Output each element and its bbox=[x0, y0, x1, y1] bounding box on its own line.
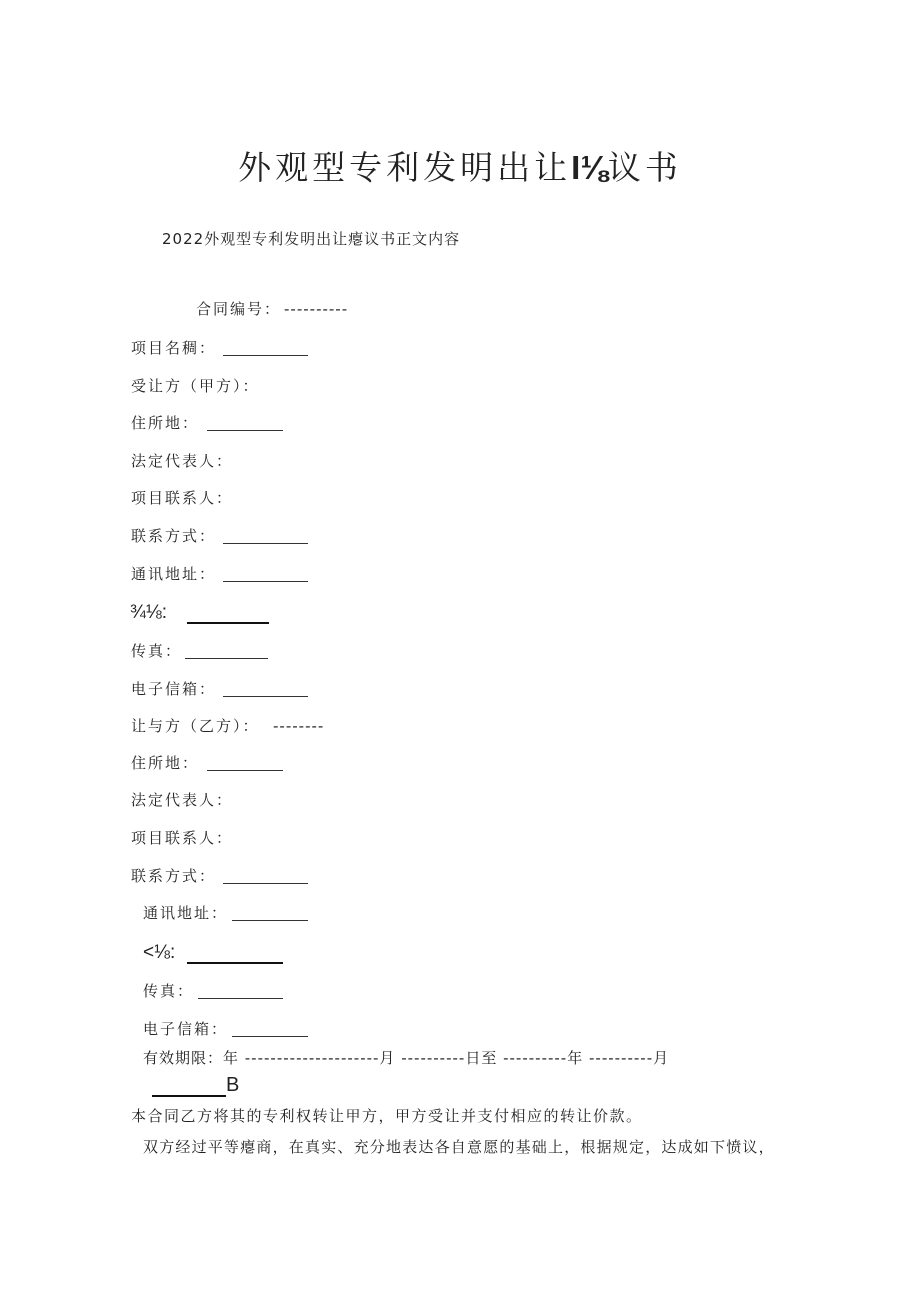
b-mark: B bbox=[226, 1074, 240, 1096]
paragraph-1: 本合同乙方将其的专利权转让甲方，甲方受让并支付相应的转让价款。 bbox=[131, 1107, 643, 1125]
party-b-contact-method-label: 联系方式： bbox=[131, 867, 217, 885]
b-mark-blank bbox=[152, 1095, 226, 1097]
project-name-label: 项目名稠： bbox=[131, 339, 217, 357]
paragraph-2: 双方经过平等瘪商，在真实、充分地表达各自意愿的基础上，根据规定，达成如下愤议， bbox=[143, 1138, 775, 1156]
subtitle: 2022外观型专利发明出让瘪议书正文内容 bbox=[162, 230, 461, 248]
title-main: 外观型专利发明出让 bbox=[238, 148, 572, 187]
party-b-heading-value: -------- bbox=[273, 717, 325, 735]
party-a-address-label: 住所地： bbox=[131, 414, 200, 432]
party-b-phone-label: <⅛: bbox=[143, 942, 176, 963]
party-a-address-blank bbox=[207, 430, 283, 431]
party-a-mail-address-label: 通讯地址： bbox=[131, 565, 217, 583]
party-b-legal-rep-label: 法定代表人： bbox=[131, 791, 234, 809]
document-title bbox=[0, 146, 920, 190]
party-b-fax-label: 传真： bbox=[143, 982, 195, 1000]
party-b-email-blank bbox=[232, 1036, 308, 1037]
party-a-email-blank bbox=[223, 696, 308, 697]
party-a-heading: 受让方（甲方）： bbox=[131, 377, 260, 395]
validity-period: 有效期限：年 ---------------------月 ----------日至 ----------年 ----------月 bbox=[143, 1049, 670, 1067]
party-a-phone-blank bbox=[187, 622, 269, 624]
party-a-contact-person-label: 项目联系人： bbox=[131, 489, 234, 507]
party-a-legal-rep-label: 法定代表人： bbox=[131, 452, 234, 470]
party-a-mail-address-blank bbox=[223, 581, 308, 582]
party-a-contact-method-blank bbox=[223, 543, 308, 544]
party-b-contact-person-label: 项目联系人： bbox=[131, 829, 234, 847]
party-b-mail-address-label: 通讯地址： bbox=[143, 904, 229, 922]
party-b-fax-blank bbox=[198, 998, 283, 999]
party-b-contact-method-blank bbox=[223, 883, 308, 884]
title-mark: I⅛ bbox=[571, 149, 608, 186]
party-b-address-blank bbox=[207, 770, 283, 771]
project-name-blank bbox=[223, 355, 308, 356]
party-a-contact-method-label: 联系方式： bbox=[131, 527, 217, 545]
title-tail: 议书 bbox=[607, 148, 682, 187]
party-a-email-label: 电子信箱： bbox=[131, 680, 217, 698]
party-a-fax-blank bbox=[185, 658, 268, 659]
contract-number-label: 合同编号： bbox=[196, 300, 282, 318]
contract-number-value: ---------- bbox=[284, 300, 349, 318]
party-b-email-label: 电子信箱： bbox=[143, 1020, 229, 1038]
party-b-heading: 让与方（乙方）： bbox=[131, 717, 260, 735]
party-b-mail-address-blank bbox=[232, 920, 308, 921]
party-a-fax-label: 传真： bbox=[131, 642, 183, 660]
party-b-address-label: 住所地： bbox=[131, 754, 200, 772]
party-a-phone-label: ¾⅛: bbox=[130, 602, 167, 623]
party-b-phone-blank bbox=[187, 962, 283, 964]
